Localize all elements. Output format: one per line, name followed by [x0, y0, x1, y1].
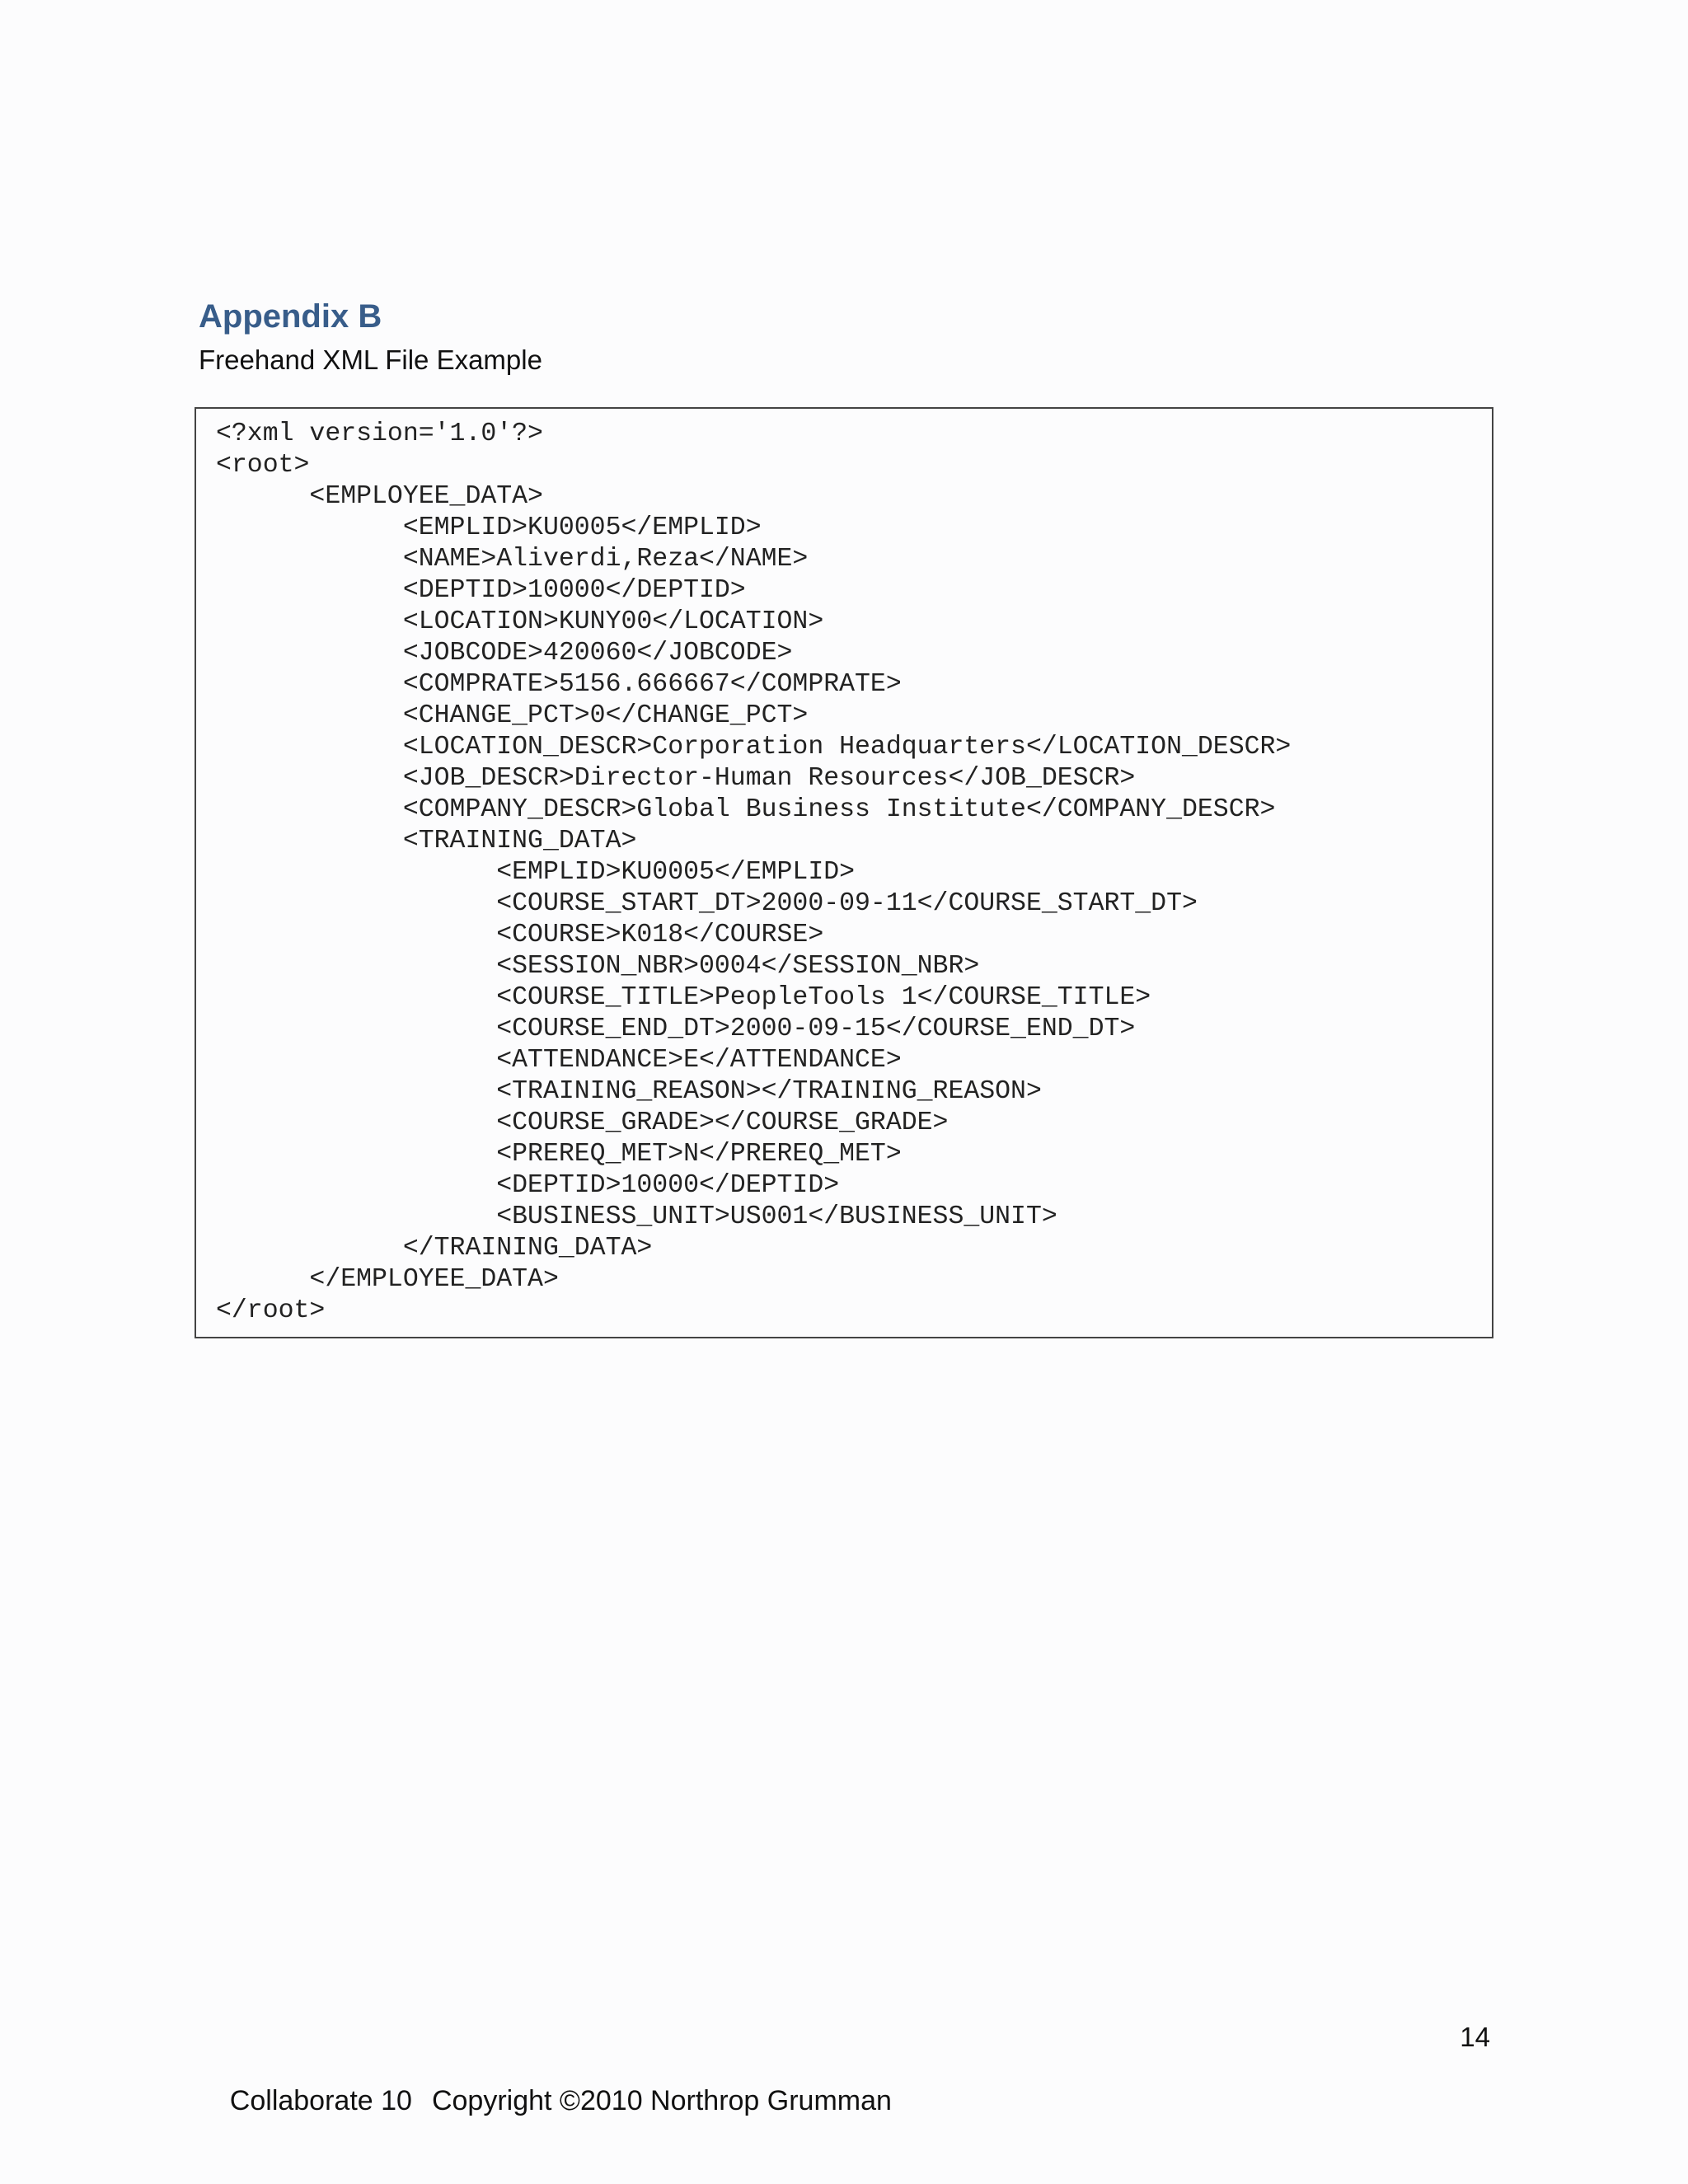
code-line: <TRAINING_DATA>	[216, 827, 637, 855]
code-line: <DEPTID>10000</DEPTID>	[216, 576, 746, 605]
code-line: <CHANGE_PCT>0</CHANGE_PCT>	[216, 701, 809, 730]
page-number: 14	[1460, 2022, 1490, 2052]
code-line: <COURSE_END_DT>2000-09-15</COURSE_END_DT>	[216, 1015, 1136, 1043]
code-line: <JOB_DESCR>Director-Human Resources</JOB_DESCR>	[216, 764, 1136, 793]
code-line: <COURSE_TITLE>PeopleTools 1</COURSE_TITLE>	[216, 983, 1151, 1012]
page-footer	[199, 2053, 892, 2149]
code-line: <PREREQ_MET>N</PREREQ_MET>	[216, 1140, 902, 1169]
appendix-subheading: Freehand XML File Example	[199, 344, 542, 375]
code-line: <?xml version='1.0'?>	[216, 419, 543, 448]
code-line: <JOBCODE>420060</JOBCODE>	[216, 639, 793, 668]
code-line: <ATTENDANCE>E</ATTENDANCE>	[216, 1046, 902, 1075]
xml-code-block	[195, 407, 1493, 1338]
code-line: <TRAINING_REASON></TRAINING_REASON>	[216, 1077, 1042, 1106]
code-line: <SESSION_NBR>0004</SESSION_NBR>	[216, 952, 980, 981]
code-line: <COURSE>K018</COURSE>	[216, 921, 824, 949]
code-line: <BUSINESS_UNIT>US001</BUSINESS_UNIT>	[216, 1202, 1057, 1231]
code-line: <NAME>Aliverdi,Reza</NAME>	[216, 545, 809, 574]
code-line: <COURSE_GRADE></COURSE_GRADE>	[216, 1108, 949, 1137]
code-line: <DEPTID>10000</DEPTID>	[216, 1171, 840, 1200]
footer-conference: Collaborate 10	[229, 2085, 412, 2116]
code-line: <COURSE_START_DT>2000-09-11</COURSE_START_DT>	[216, 889, 1198, 918]
code-line: <EMPLID>KU0005</EMPLID>	[216, 858, 856, 887]
code-line: <COMPANY_DESCR>Global Business Institute</COMPANY_DESCR>	[216, 795, 1276, 824]
code-line: <EMPLOYEE_DATA>	[216, 482, 543, 511]
appendix-heading: Appendix B	[199, 298, 382, 335]
code-line: <root>	[216, 451, 310, 480]
code-line: </EMPLOYEE_DATA>	[216, 1265, 559, 1294]
code-line: </TRAINING_DATA>	[216, 1234, 653, 1263]
code-line: <LOCATION_DESCR>Corporation Headquarters</LOCATION_DESCR>	[216, 733, 1292, 762]
code-line: <COMPRATE>5156.666667</COMPRATE>	[216, 670, 902, 699]
footer-copyright: Copyright ©2010 Northrop Grumman	[431, 2085, 892, 2116]
code-line: <EMPLID>KU0005</EMPLID>	[216, 513, 762, 542]
code-line: </root>	[216, 1296, 326, 1325]
code-line: <LOCATION>KUNY00</LOCATION>	[216, 607, 824, 636]
